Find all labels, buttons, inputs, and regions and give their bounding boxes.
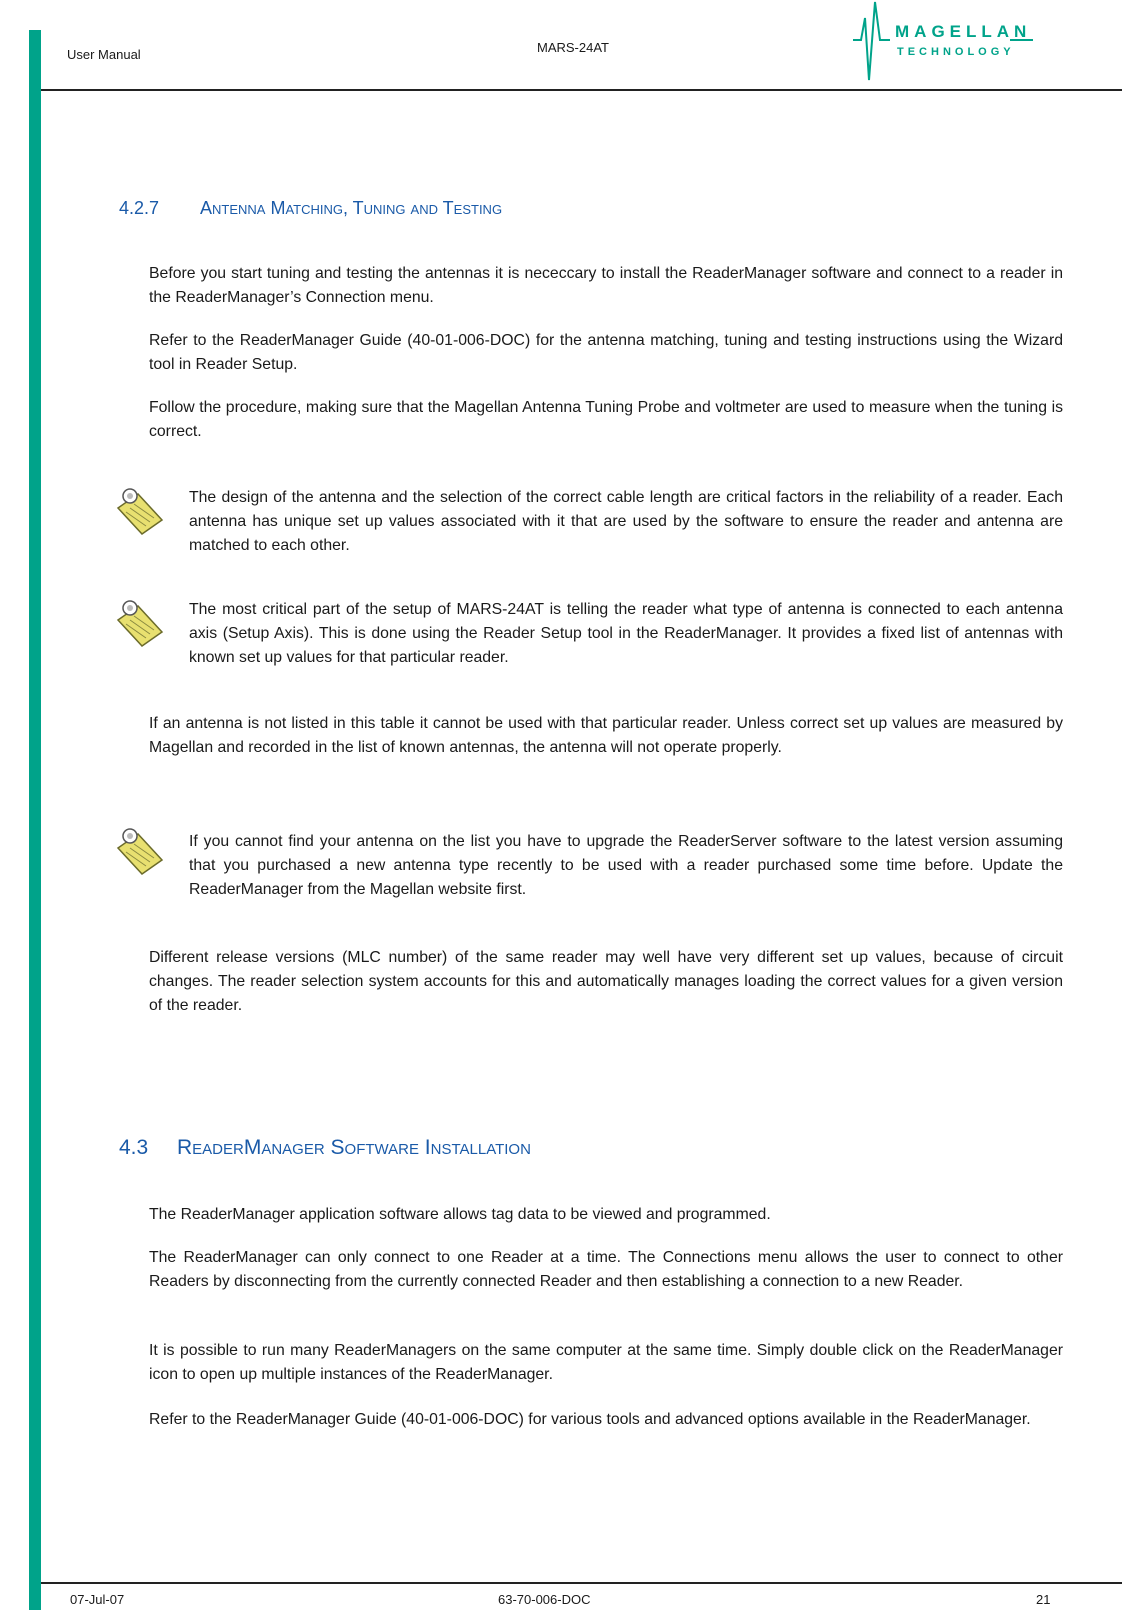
- paragraph: Refer to the ReaderManager Guide (40-01-006-DOC) for various tools and advanced options available in the ReaderManager.: [149, 1411, 1031, 1428]
- paragraph: The ReaderManager can only connect to one Reader at a time. The Connections menu allows the user to connect to other Readers by disconnecting from the currently connected Reader and then establishing a connection to a new Reader.: [149, 1249, 1063, 1290]
- left-accent-bar: [29, 30, 41, 1610]
- logo-pulse-icon: [853, 0, 1033, 90]
- section-title: Antenna Matching, Tuning and Testing: [200, 198, 503, 218]
- note-pin-icon: [116, 598, 164, 648]
- paragraph: If an antenna is not listed in this table it cannot be used with that particular reader. Unless correct set up values are measured by Magellan and recorded in the list of known antennas, the antenna will not operate properly.: [149, 715, 1063, 756]
- note-pin-icon: [116, 486, 164, 536]
- section-heading-4-3: [119, 1136, 531, 1160]
- header-doc-type: User Manual: [67, 47, 141, 62]
- paragraph: It is possible to run many ReaderManagers on the same computer at the same time. Simply double click on the ReaderManager icon to open up multiple instances of the ReaderManager.: [149, 1342, 1063, 1383]
- section-number: 4.3: [119, 1136, 149, 1159]
- note-text: If you cannot find your antenna on the list you have to upgrade the ReaderServer software to the latest version assuming that you purchased a new antenna type recently to be used with a reader purchased some time before. Update the ReaderManager from the Magellan website first.: [189, 833, 1063, 898]
- paragraph: Different release versions (MLC number) of the same reader may well have very different set up values, because of circuit changes. The reader selection system accounts for this and automatically manages loading the correct values for a given version of the reader.: [149, 949, 1063, 1014]
- section-title: ReaderManager Software Installation: [177, 1136, 531, 1159]
- paragraph: Follow the procedure, making sure that the Magellan Antenna Tuning Probe and voltmeter are used to measure when the tuning is correct.: [149, 399, 1063, 440]
- note-text: The design of the antenna and the selection of the correct cable length are critical factors in the reliability of a reader. Each antenna has unique set up values associated with it that are used by the software to ensure the reader and antenna are matched to each other.: [189, 489, 1063, 554]
- note-pin-icon: [116, 826, 164, 876]
- section-heading-4-2-7: [119, 198, 502, 219]
- footer-rule: [41, 1582, 1122, 1584]
- note-text: The most critical part of the setup of MARS-24AT is telling the reader what type of antenna is connected to each antenna axis (Setup Axis). This is done using the Reader Setup tool in the ReaderManager. It provides a fixed list of antennas with known set up values for that particular reader.: [189, 601, 1063, 666]
- header-product: MARS-24AT: [537, 40, 609, 55]
- paragraph: Before you start tuning and testing the antennas it is nececcary to install the ReaderManager software and connect to a reader in the ReaderManager’s Connection menu.: [149, 265, 1063, 306]
- paragraph: The ReaderManager application software allows tag data to be viewed and programmed.: [149, 1206, 771, 1223]
- footer-date: 07-Jul-07: [70, 1592, 125, 1607]
- paragraph: Refer to the ReaderManager Guide (40-01-006-DOC) for the antenna matching, tuning and testing instructions using the Wizard tool in Reader Setup.: [149, 332, 1063, 373]
- logo-wordmark-top: MAGELLAN: [895, 22, 1032, 41]
- header-rule: [41, 89, 1122, 91]
- logo-wordmark-bottom: TECHNOLOGY: [897, 46, 1015, 58]
- magellan-logo: [853, 0, 1033, 90]
- footer-page-number: 21: [1036, 1592, 1051, 1607]
- footer-doc-number: 63-70-006-DOC: [498, 1592, 591, 1607]
- section-number: 4.2.7: [119, 198, 160, 218]
